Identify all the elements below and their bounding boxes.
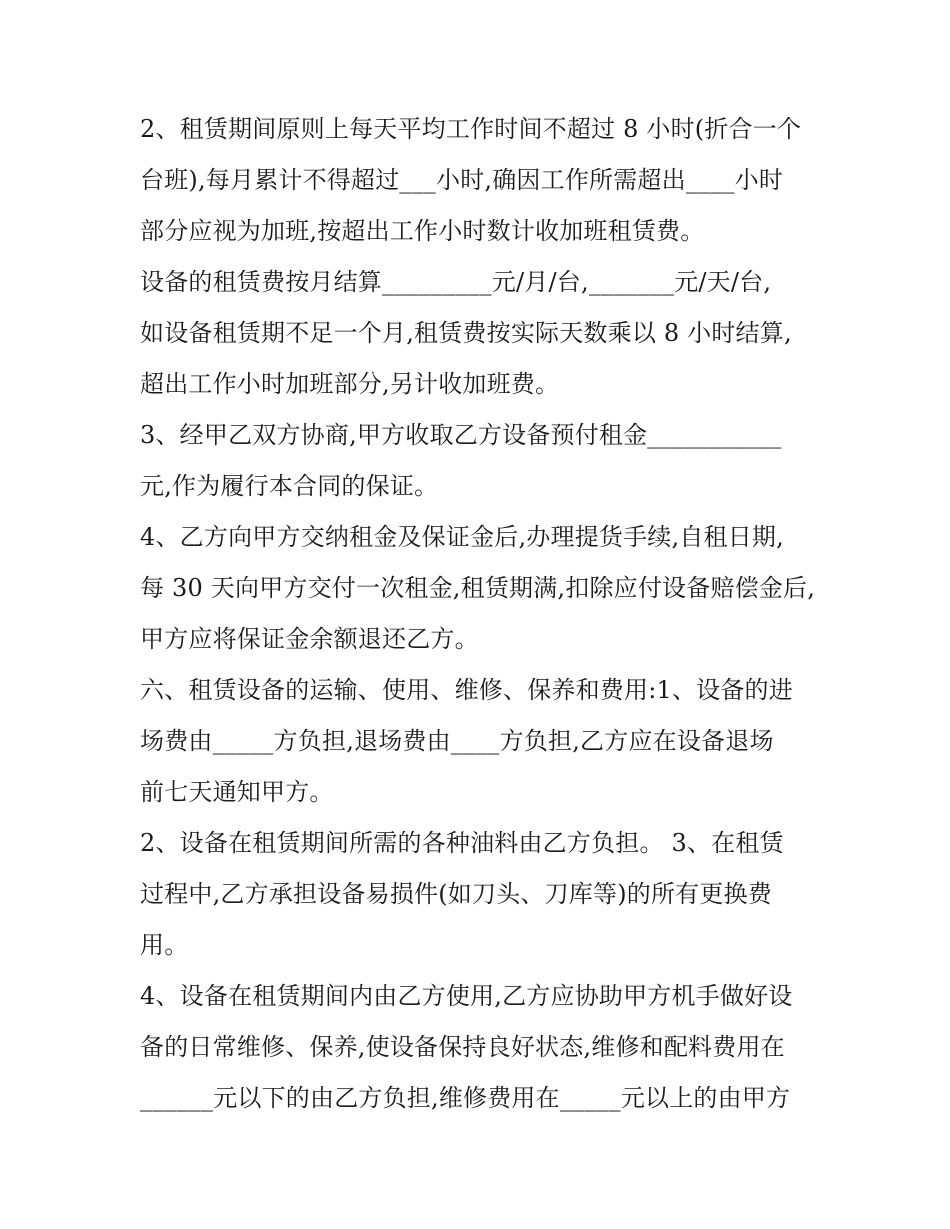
text-line: 4、乙方向甲方交纳租金及保证金后,办理提货手续,自租日期, <box>140 523 784 551</box>
text-line: 台班),每月累计不得超过___小时,确因工作所需超出____小时 <box>140 166 784 194</box>
text-line: 设备的租赁费按月结算_________元/月/台,_______元/天/台, <box>140 268 772 296</box>
text-line: 过程中,乙方承担设备易损件(如刀头、刀库等)的所有更换费 <box>140 880 772 908</box>
text-line: 2、租赁期间原则上每天平均工作时间不超过 8 小时(折合一个 <box>140 115 802 143</box>
text-line: 部分应视为加班,按超出工作小时数计收加班租赁费。 <box>140 217 705 245</box>
text-line: ______元以下的由乙方负担,维修费用在_____元以上的由甲方 <box>140 1084 791 1112</box>
text-line: 甲方应将保证金余额退还乙方。 <box>140 625 479 653</box>
text-line: 如设备租赁期不足一个月,租赁费按实际天数乘以 8 小时结算, <box>140 319 792 347</box>
text-line: 用。 <box>140 931 189 959</box>
text-line: 4、设备在租赁期间内由乙方使用,乙方应协助甲方机手做好设 <box>140 982 793 1010</box>
text-line: 3、经甲乙双方协商,甲方收取乙方设备预付租金___________ <box>140 421 782 449</box>
text-line: 前七天通知甲方。 <box>140 778 334 806</box>
text-line: 备的日常维修、保养,使设备保持良好状态,维修和配料费用在 <box>140 1033 785 1061</box>
text-line: 超出工作小时加班部分,另计收加班费。 <box>140 370 560 398</box>
text-line: 元,作为履行本合同的保证。 <box>140 472 439 500</box>
text-line: 每 30 天向甲方交付一次租金,租赁期满,扣除应付设备赔偿金后, <box>140 574 816 602</box>
text-line: 六、租赁设备的运输、使用、维修、保养和费用:1、设备的进 <box>140 676 793 704</box>
text-line: 2、设备在租赁期间所需的各种油料由乙方负担。 3、在租赁 <box>140 829 784 857</box>
text-line: 场费由_____方负担,退场费由____方负担,乙方应在设备退场 <box>140 727 774 755</box>
